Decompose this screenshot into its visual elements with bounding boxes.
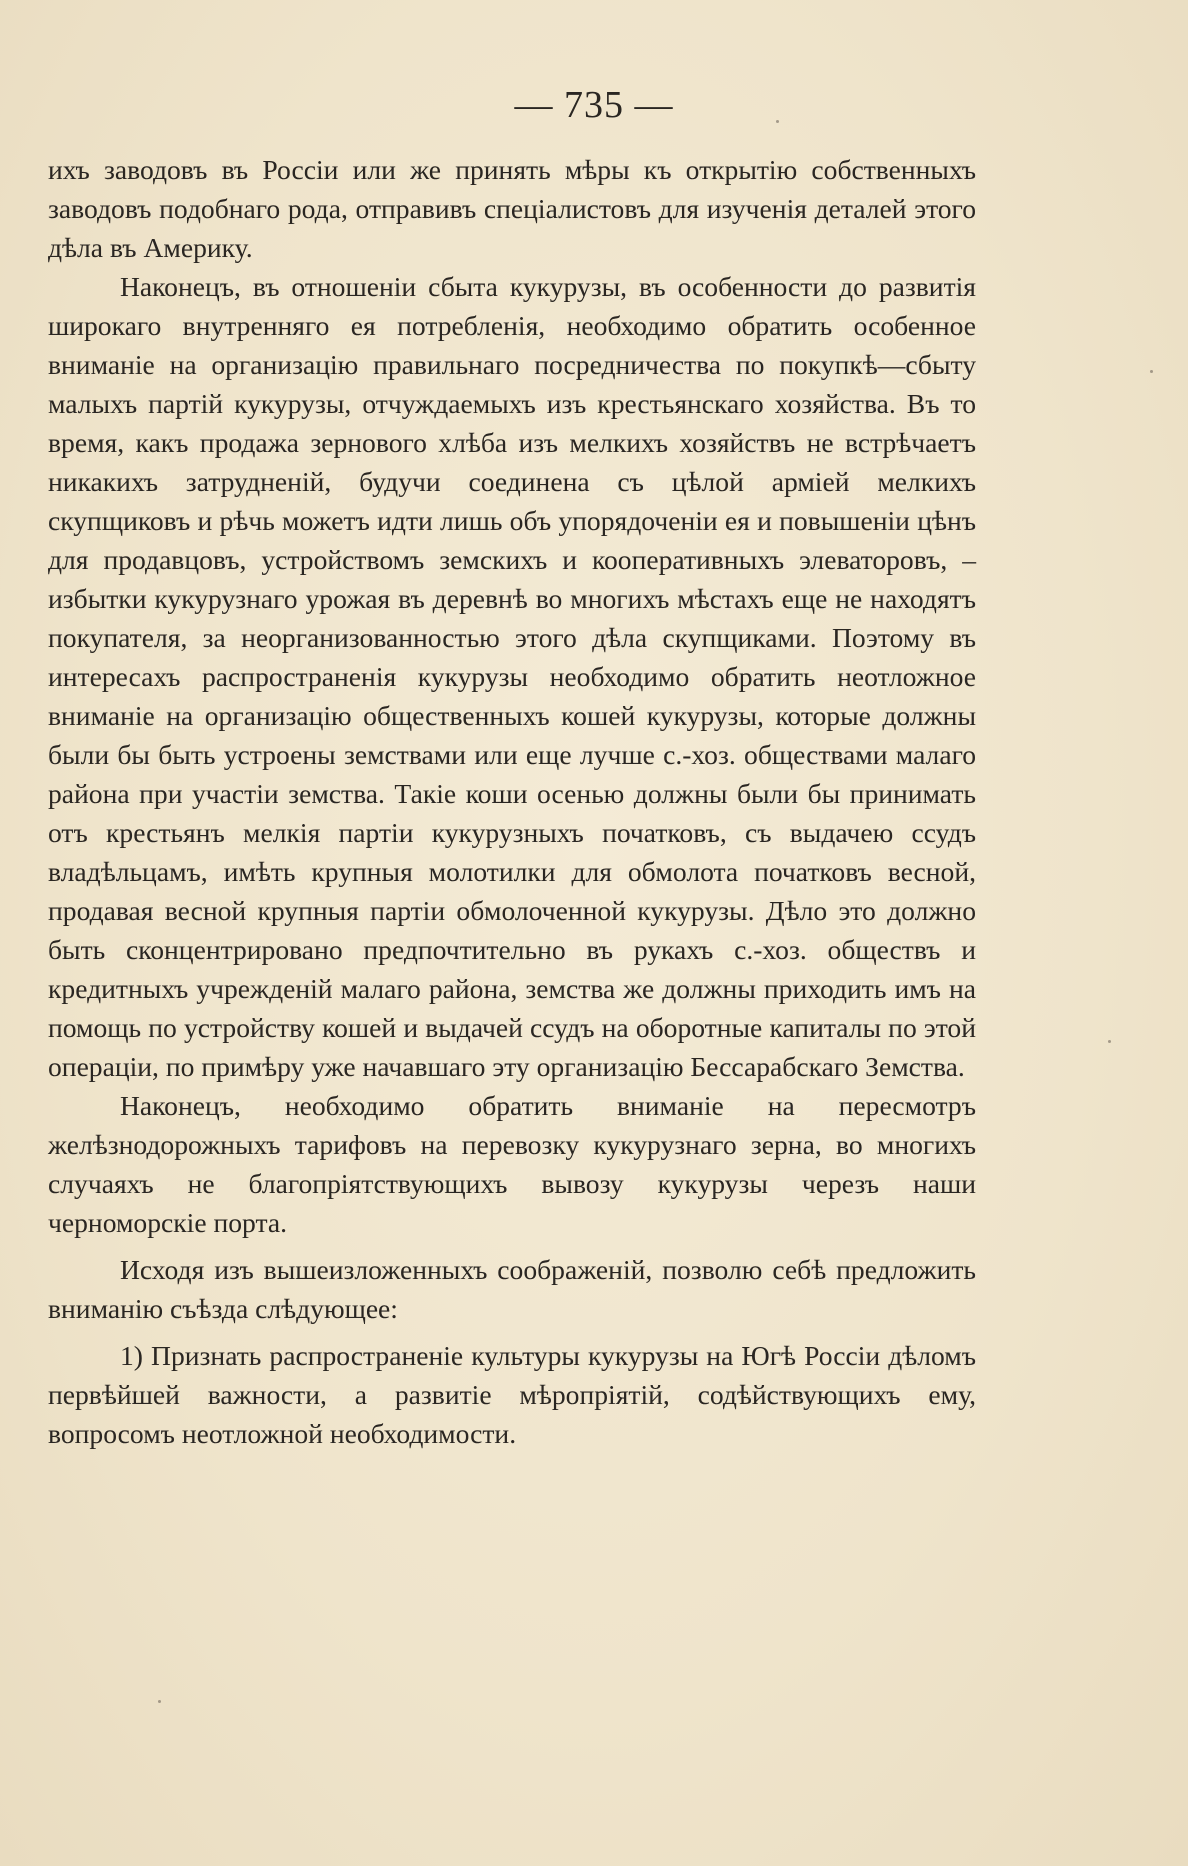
paragraph-continuation: ихъ заводовъ въ Россіи или же принять мѣры къ открытію собственныхъ заводовъ подобнаго рода, отправивъ спеціалистовъ для изученія деталей этого дѣла въ Америку. [48,154,976,263]
scan-speck [1108,1040,1111,1043]
paragraph-proposal-intro: Исходя изъ вышеизложенныхъ соображеній, позволю себѣ предложить вниманію съѣзда слѣдующее: [48,1254,976,1324]
page-number: — 735 — [514,84,674,126]
scan-speck [776,120,779,123]
scan-speck [158,1700,161,1703]
paragraph-proposal-1: 1) Признать распространеніе культуры кукурузы на Югѣ Россіи дѣломъ первѣйшей важности, а развитіе мѣропріятій, содѣйствующихъ ему, вопросомъ неотложной необходимости. [48,1340,976,1449]
scan-speck [1150,370,1153,373]
body-text [48,150,976,1453]
paragraph-railway-tariffs: Наконецъ, необходимо обратить вниманіе на пересмотръ желѣзнодорожныхъ тарифовъ на перевозку кукурузнаго зерна, во многихъ случаяхъ не благопріятствующихъ вывозу кукурузы черезъ наши черноморскіе порта. [48,1090,976,1238]
paragraph-corn-sales: Наконецъ, въ отношеніи сбыта кукурузы, въ особенности до развитія широкаго внутренняго ея потребленія, необходимо обратить особенное вниманіе на организацію правильнаго посредничества по покупкѣ—сбыту малыхъ партій кукурузы, отчуждаемыхъ изъ крестьянскаго хозяйства. Въ то время, какъ продажа зернового хлѣба изъ мелкихъ хозяйствъ не встрѣчаетъ никакихъ затрудненій, будучи соединена съ цѣлой арміей мелкихъ скупщиковъ и рѣчь можетъ идти лишь объ упорядоченіи ея и повышеніи цѣнъ для продавцовъ, устройствомъ земскихъ и кооперативныхъ элеваторовъ, –избытки кукурузнаго урожая въ деревнѣ во многихъ мѣстахъ еще не находятъ покупателя, за неорганизованностью этого дѣла скупщиками. Поэтому въ интересахъ распространенія кукурузы необходимо обратить неотложное вниманіе на организацію общественныхъ кошей кукурузы, которые должны были бы быть устроены земствами или еще лучше с.-хоз. обществами малаго района при участіи земства. Такіе коши осенью должны были бы принимать отъ крестьянъ мелкія партіи кукурузныхъ початковъ, съ выдачею ссудъ владѣльцамъ, имѣть крупныя молотилки для обмолота початковъ весной, продавая весной крупныя партіи обмолоченной кукурузы. Дѣло это должно быть сконцентрировано предпочтительно въ рукахъ с.-хоз. обществъ и кредитныхъ учрежденій малаго района, земства же должны приходить имъ на помощь по устройству кошей и выдачей ссудъ на оборотные капиталы по этой операціи, по примѣру уже начавшаго эту организацію Бессарабскаго Земства. [48,271,976,1082]
